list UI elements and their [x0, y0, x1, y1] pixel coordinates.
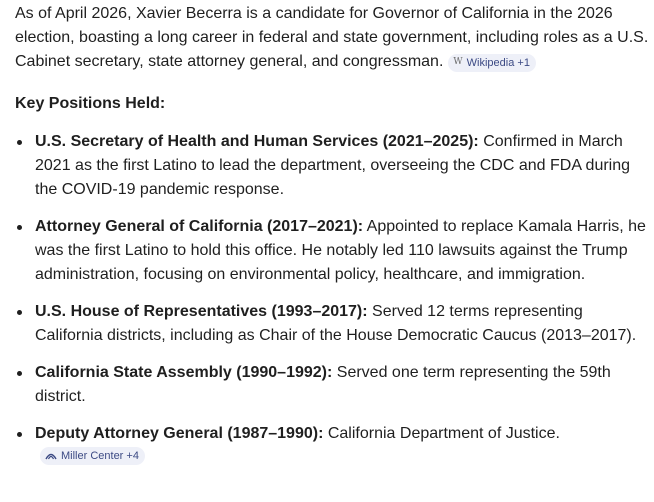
intro-text: As of April 2026, Xavier Becerra is a candidate for Governor of California in the 2026 election, boasting a long career in federal and state government, including roles as a U.S. Cabinet secretary, state attorney general, and congressman.: [15, 5, 649, 70]
answer-content: [15, 2, 649, 483]
list-item: [15, 300, 649, 348]
positions-list: [15, 130, 649, 470]
source-chip-label: Wikipedia +1: [466, 56, 530, 69]
position-description: California Department of Justice.: [323, 425, 560, 442]
bullet-icon: [17, 140, 22, 145]
list-item: [15, 422, 649, 470]
miller-center-icon: [45, 451, 57, 460]
section-heading: Key Positions Held:: [15, 95, 166, 112]
position-description: Appointed to replace Kamala Harris, he was the first Latino to hold this office. He notably led 110 lawsuits against the Trump administration, focusing on environmental policy, healthcare, and immigration.: [35, 218, 646, 283]
source-chip-miller-center[interactable]: [40, 447, 145, 465]
bullet-icon: [17, 371, 22, 376]
position-description: Served 12 terms representing California districts, including as Chair of the House Democratic Caucus (2013–2017).: [35, 303, 637, 344]
wikipedia-w-icon: W: [453, 57, 463, 67]
source-chip-label: Miller Center +4: [61, 449, 139, 462]
source-chip-wikipedia[interactable]: [448, 54, 536, 72]
position-description: Confirmed in March 2021 as the first Latino to lead the department, overseeing the CDC and FDA during the COVID-19 pandemic response.: [35, 133, 631, 198]
intro-paragraph: [15, 2, 649, 74]
position-title: Attorney General of California (2017–2021):: [35, 218, 364, 235]
position-title: California State Assembly (1990–1992):: [35, 364, 333, 381]
bullet-icon: [17, 310, 22, 315]
list-item: [15, 361, 649, 409]
list-item: [15, 130, 649, 202]
list-item: [15, 215, 649, 287]
position-description: Served one term representing the 59th district.: [35, 364, 611, 405]
bullet-icon: [17, 432, 22, 437]
position-title: U.S. House of Representatives (1993–2017):: [35, 303, 368, 320]
position-title: U.S. Secretary of Health and Human Services (2021–2025):: [35, 133, 479, 150]
position-title: Deputy Attorney General (1987–1990):: [35, 425, 324, 442]
bullet-icon: [17, 225, 22, 230]
